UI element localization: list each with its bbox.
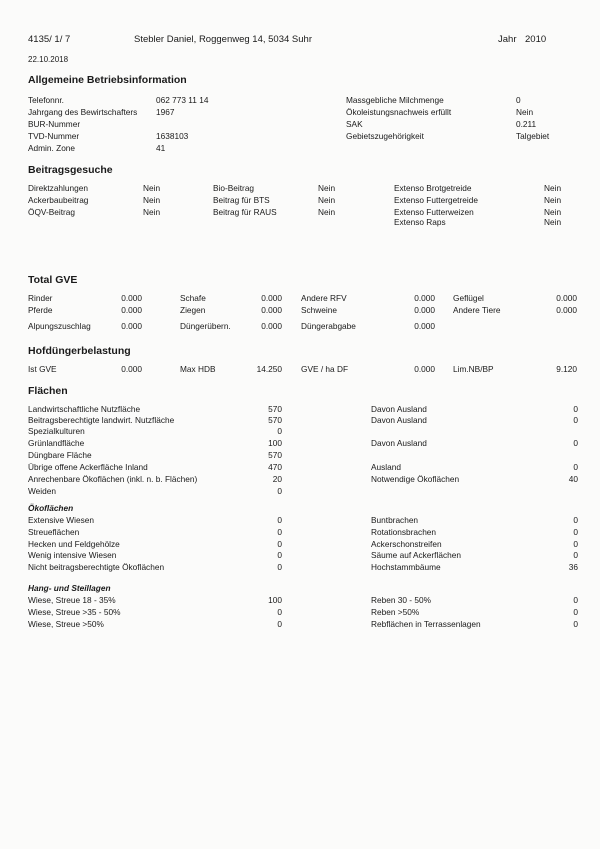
field-label: Hochstammbäume <box>371 562 441 572</box>
field-label: Rinder <box>28 293 53 303</box>
field-value: 0 <box>573 607 578 617</box>
field-value: 0.000 <box>261 321 282 331</box>
field-value: 41 <box>156 143 166 153</box>
field-value: 0.211 <box>516 119 537 129</box>
field-value: 570 <box>268 415 282 425</box>
field-label: Direktzahlungen <box>28 183 88 193</box>
field-label: BUR-Nummer <box>28 119 81 129</box>
field-label: Admin. Zone <box>28 143 76 153</box>
field-label: Rebflächen in Terrassenlagen <box>371 619 481 629</box>
field-value: Nein <box>544 183 562 193</box>
field-label: Streueflächen <box>28 527 80 537</box>
section-title-gve: Total GVE <box>28 274 78 286</box>
field-label: Andere Tiere <box>453 305 501 315</box>
field-value: 0 <box>277 550 282 560</box>
field-value: 0.000 <box>556 305 577 315</box>
field-label: Spezialkulturen <box>28 426 85 436</box>
field-value: 570 <box>268 450 282 460</box>
field-label: Düngerübern. <box>180 321 231 331</box>
field-value: Nein <box>544 217 562 227</box>
subsection-title-hang: Hang- und Steillagen <box>28 583 111 593</box>
field-value: 0 <box>573 462 578 472</box>
field-label: TVD-Nummer <box>28 131 80 141</box>
field-label: Nicht beitragsberechtigte Ökoflächen <box>28 562 165 572</box>
section-title-hofduenger: Hofdüngerbelastung <box>28 345 131 357</box>
field-value: 0 <box>277 562 282 572</box>
field-value: Nein <box>544 195 562 205</box>
field-value: 0 <box>277 539 282 549</box>
field-value: 100 <box>268 595 282 605</box>
field-value: 0 <box>573 619 578 629</box>
field-value: Nein <box>318 183 336 193</box>
field-value: 062 773 11 14 <box>156 95 209 105</box>
field-value: Nein <box>143 207 161 217</box>
field-label: Rotationsbrachen <box>371 527 437 537</box>
field-value: 0 <box>573 404 578 414</box>
field-label: Reben >50% <box>371 607 420 617</box>
field-value: 0.000 <box>414 364 435 374</box>
field-value: 0 <box>573 415 578 425</box>
field-label: Wiese, Streue >50% <box>28 619 104 629</box>
field-label: Grünlandfläche <box>28 438 85 448</box>
field-value: 0.000 <box>121 364 142 374</box>
section-title-allgemein: Allgemeine Betriebsinformation <box>28 74 187 86</box>
field-label: GVE / ha DF <box>301 364 349 374</box>
field-label: Alpungszuschlag <box>28 321 91 331</box>
field-label: Extenso Raps <box>394 217 446 227</box>
field-value: 0.000 <box>556 293 577 303</box>
field-value: 36 <box>568 562 578 572</box>
field-label: Beitragsberechtigte landwirt. Nutzfläche <box>28 415 175 425</box>
field-label: Ökoleistungsnachweis erfüllt <box>346 107 452 117</box>
field-value: 40 <box>568 474 578 484</box>
field-label: Wiese, Streue 18 - 35% <box>28 595 116 605</box>
field-label: Ist GVE <box>28 364 57 374</box>
field-label: Geflügel <box>453 293 484 303</box>
field-value: 0 <box>277 426 282 436</box>
field-label: Telefonnr. <box>28 95 64 105</box>
field-value: Talgebiet <box>516 131 550 141</box>
field-label: SAK <box>346 119 363 129</box>
field-value: 0.000 <box>414 305 435 315</box>
field-value: 1967 <box>156 107 175 117</box>
field-value: 0.000 <box>261 293 282 303</box>
field-label: Max HDB <box>180 364 216 374</box>
field-label: Beitrag für RAUS <box>213 207 277 217</box>
field-value: 14.250 <box>256 364 282 374</box>
field-value: 0.000 <box>414 293 435 303</box>
section-title-flaechen: Flächen <box>28 385 68 397</box>
field-value: 0.000 <box>121 293 142 303</box>
field-value: Nein <box>544 207 562 217</box>
field-value: 100 <box>268 438 282 448</box>
field-value: 1638103 <box>156 131 189 141</box>
field-label: Ackerbaubeitrag <box>28 195 89 205</box>
field-value: Nein <box>516 107 534 117</box>
field-label: Landwirtschaftliche Nutzfläche <box>28 404 141 414</box>
field-value: 0 <box>573 515 578 525</box>
field-label: Schafe <box>180 293 206 303</box>
field-value: 0 <box>277 607 282 617</box>
field-label: Ziegen <box>180 305 206 315</box>
field-value: 0 <box>516 95 521 105</box>
field-label: Gebietszugehörigkeit <box>346 131 424 141</box>
field-label: Extensive Wiesen <box>28 515 94 525</box>
field-label: Düngbare Fläche <box>28 450 92 460</box>
field-label: Andere RFV <box>301 293 347 303</box>
field-value: 0.000 <box>121 305 142 315</box>
field-value: Nein <box>143 183 161 193</box>
field-label: Notwendige Ökoflächen <box>371 474 460 484</box>
field-value: 0 <box>277 515 282 525</box>
field-label: Extenso Brotgetreide <box>394 183 472 193</box>
field-value: 470 <box>268 462 282 472</box>
field-label: Extenso Futterweizen <box>394 207 474 217</box>
field-label: Bio-Beitrag <box>213 183 255 193</box>
field-label: Davon Ausland <box>371 404 427 414</box>
field-value: 0 <box>573 539 578 549</box>
field-label: Buntbrachen <box>371 515 419 525</box>
field-value: 20 <box>272 474 282 484</box>
field-label: Hecken und Feldgehölze <box>28 539 120 549</box>
field-label: Ackerschonstreifen <box>371 539 442 549</box>
subsection-title-oeko: Ökoflächen <box>28 503 74 513</box>
print-date: 22.10.2018 <box>28 55 69 64</box>
field-label: Säume auf Ackerflächen <box>371 550 461 560</box>
field-label: Reben 30 - 50% <box>371 595 431 605</box>
field-label: Weiden <box>28 486 56 496</box>
field-label: Wiese, Streue >35 - 50% <box>28 607 121 617</box>
field-value: 0.000 <box>414 321 435 331</box>
field-label: Jahrgang des Bewirtschafters <box>28 107 138 117</box>
section-title-beitrag: Beitragsgesuche <box>28 164 113 176</box>
field-label: Extenso Futtergetreide <box>394 195 478 205</box>
field-value: Nein <box>143 195 161 205</box>
field-value: 9.120 <box>556 364 577 374</box>
field-label: Wenig intensive Wiesen <box>28 550 117 560</box>
field-value: 0 <box>277 527 282 537</box>
field-label: Massgebliche Milchmenge <box>346 95 444 105</box>
field-label: Schweine <box>301 305 337 315</box>
field-value: Nein <box>318 195 336 205</box>
field-value: 0.000 <box>121 321 142 331</box>
field-value: 0 <box>573 550 578 560</box>
year-value: 2010 <box>525 34 547 45</box>
field-label: ÖQV-Beitrag <box>28 207 76 217</box>
field-value: 0.000 <box>261 305 282 315</box>
field-label: Übrige offene Ackerfläche Inland <box>28 462 148 472</box>
field-value: Nein <box>318 207 336 217</box>
field-label: Lim.NB/BP <box>453 364 494 374</box>
field-label: Düngerabgabe <box>301 321 356 331</box>
field-value: 0 <box>573 595 578 605</box>
field-value: 0 <box>573 438 578 448</box>
field-label: Pferde <box>28 305 53 315</box>
field-label: Davon Ausland <box>371 438 427 448</box>
field-label: Davon Ausland <box>371 415 427 425</box>
field-label: Ausland <box>371 462 401 472</box>
farm-id: 4135/ 1/ 7 <box>28 34 71 45</box>
field-label: Beitrag für BTS <box>213 195 270 205</box>
field-value: 0 <box>277 486 282 496</box>
farmer-name-address: Stebler Daniel, Roggenweg 14, 5034 Suhr <box>134 34 312 45</box>
field-value: 0 <box>277 619 282 629</box>
year-label: Jahr <box>498 34 517 45</box>
field-label: Anrechenbare Ökoflächen (inkl. n. b. Flächen) <box>28 474 198 484</box>
field-value: 0 <box>573 527 578 537</box>
field-value: 570 <box>268 404 282 414</box>
